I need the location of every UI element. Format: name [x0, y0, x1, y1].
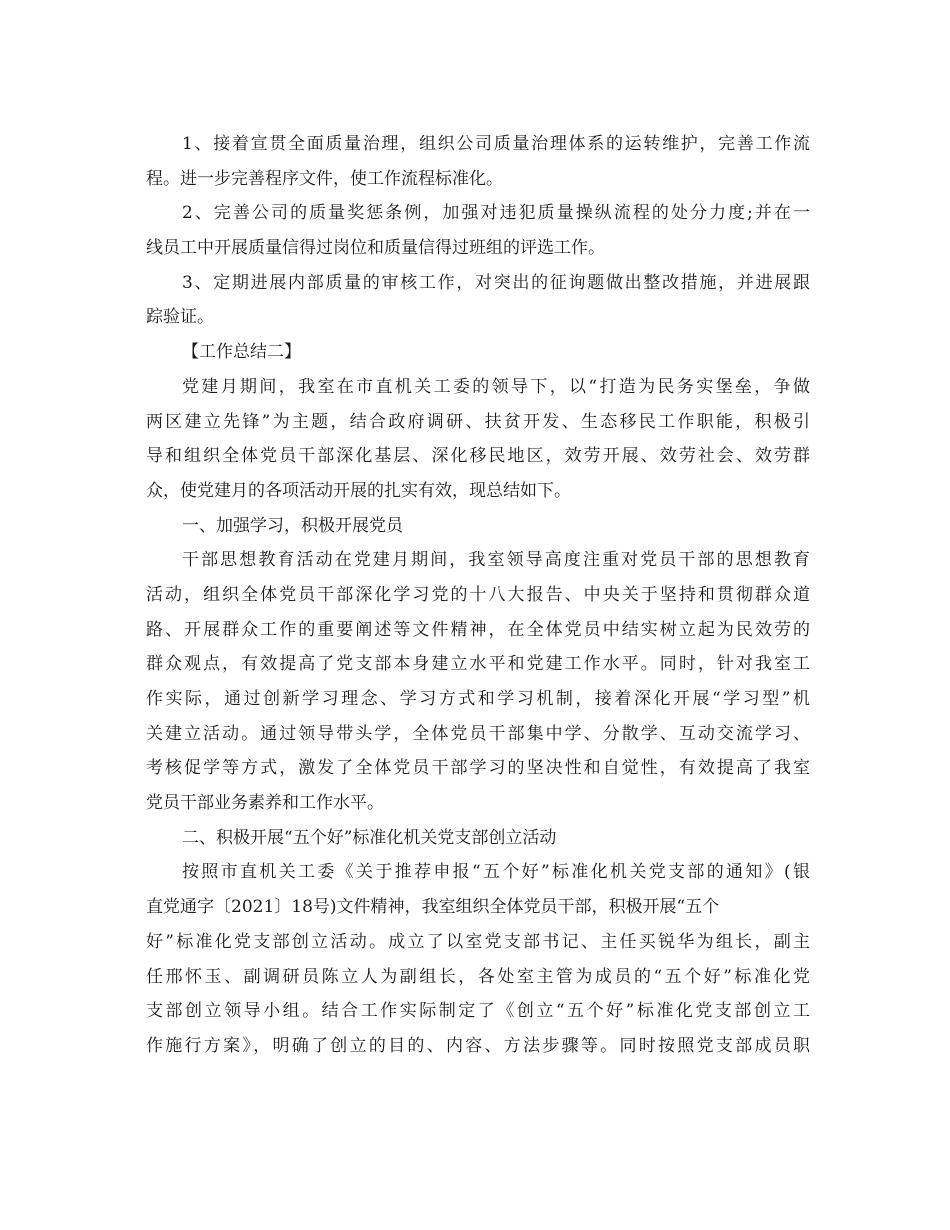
document-body	[146, 127, 810, 1064]
text-line: 党员干部业务素养和工作水平。	[146, 793, 384, 814]
text-line: 直党通字〔2021〕18号)文件精神，我室组织全体党员干部，积极开展“五个	[146, 897, 720, 918]
text-line: 导和组织全体党员干部深化基层、深化移民地区，效劳开展、效劳社会、效劳群	[146, 446, 810, 467]
text-line: 好”标准化党支部创立活动。成立了以室党支部书记、主任买锐华为组长，副主	[146, 931, 810, 952]
text-line: 二、积极开展“五个好”标准化机关党支部创立活动	[182, 827, 557, 848]
text-line: 党建月期间，我室在市直机关工委的领导下，以“打造为民务实堡垒，争做	[182, 376, 810, 397]
text-line: 作施行方案》，明确了创立的目的、内容、方法步骤等。同时按照党支部成员职	[146, 1035, 810, 1056]
text-line: 【工作总结二】	[182, 342, 301, 363]
text-line: 众，使党建月的各项活动开展的扎实有效，现总结如下。	[146, 480, 571, 501]
text-line: 考核促学等方式，激发了全体党员干部学习的坚决性和自觉性，有效提高了我室	[146, 758, 810, 779]
text-line: 干部思想教育活动在党建月期间，我室领导高度注重对党员干部的思想教育	[182, 550, 810, 571]
text-line: 一、加强学习，积极开展党员	[182, 515, 403, 536]
text-line: 1、接着宣贯全面质量治理，组织公司质量治理体系的运转维护，完善工作流	[182, 134, 810, 154]
text-line: 两区建立先锋”为主题，结合政府调研、扶贫开发、生态移民工作职能，积极引	[146, 411, 810, 432]
text-line: 线员工中开展质量信得过岗位和质量信得过班组的评选工作。	[146, 238, 605, 259]
text-line: 3、定期进展内部质量的审核工作，对突出的征询题做出整改措施，并进展跟	[182, 272, 810, 293]
text-line: 任邢怀玉、副调研员陈立人为副组长，各处室主管为成员的“五个好”标准化党	[146, 966, 810, 987]
text-line: 路、开展群众工作的重要阐述等文件精神，在全体党员中结实树立起为民效劳的	[146, 619, 810, 640]
text-line: 活动，组织全体党员干部深化学习党的十八大报告、中央关于坚持和贯彻群众道	[146, 584, 810, 605]
text-line: 按照市直机关工委《关于推荐申报“五个好”标准化机关党支部的通知》(银	[182, 862, 810, 883]
text-line: 作实际，通过创新学习理念、学习方式和学习机制，接着深化开展“学习型”机	[146, 689, 810, 709]
text-line: 程。进一步完善程序文件，使工作流程标准化。	[146, 168, 503, 189]
text-line: 支部创立领导小组。结合工作实际制定了《创立“五个好”标准化党支部创立工	[146, 1001, 810, 1022]
text-line: 踪验证。	[146, 307, 214, 328]
text-line: 关建立活动。通过领导带头学，全体党员干部集中学、分散学、互动交流学习、	[146, 723, 810, 744]
text-line: 2、完善公司的质量奖惩条例，加强对违犯质量操纵流程的处分力度;并在一	[182, 203, 810, 224]
text-line: 群众观点，有效提高了党支部本身建立水平和党建工作水平。同时，针对我室工	[146, 654, 810, 675]
